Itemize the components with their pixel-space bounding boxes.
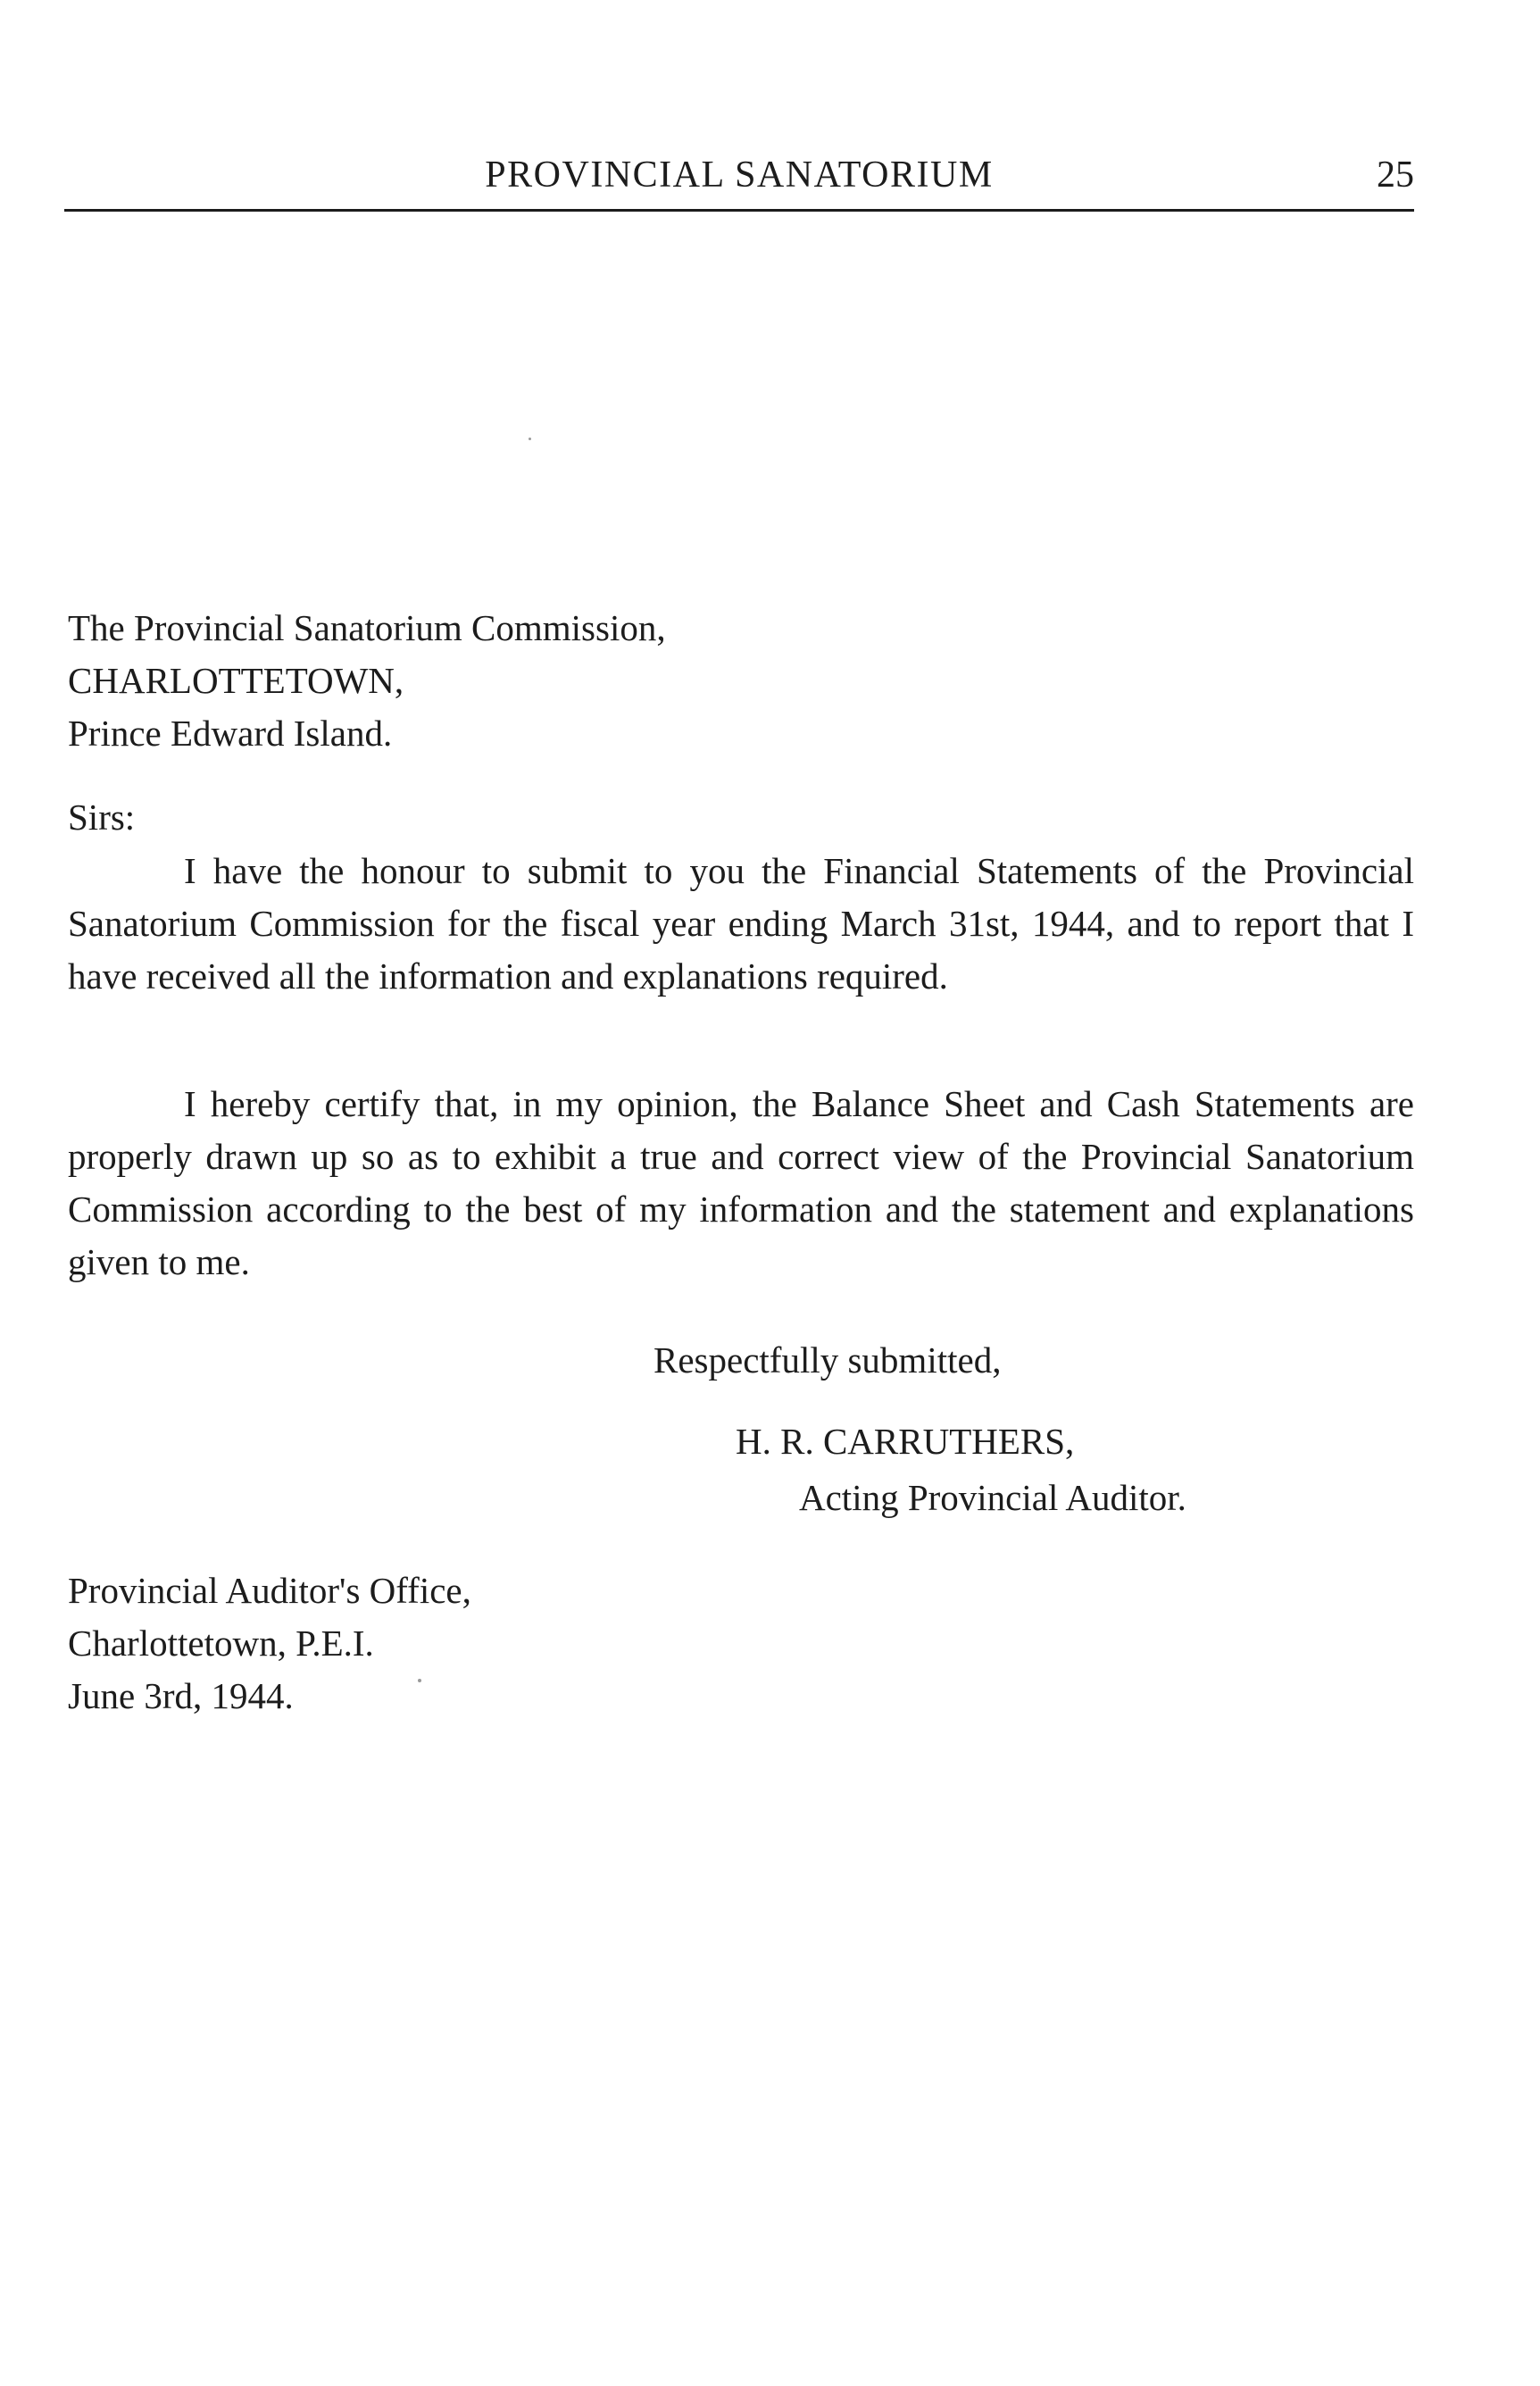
running-header	[64, 152, 1414, 212]
office-line: June 3rd, 1944.	[68, 1675, 294, 1716]
office-line: Charlottetown, P.E.I.	[68, 1623, 374, 1664]
addressee-block	[68, 602, 666, 760]
signatory-title: Acting Provincial Auditor.	[799, 1477, 1186, 1518]
office-address-block	[68, 1564, 471, 1723]
addressee-line: The Provincial Sanatorium Commission,	[68, 607, 666, 648]
body-paragraph: I hereby certify that, in my opinion, the Balance Sheet and Cash Statements are properly drawn up so as to exhibit a true and correct view of the Provincial Sanatorium Commission according to the best of my information and the statement and explanations given to me.	[68, 1083, 1414, 1282]
running-title: PROVINCIAL SANATORIUM	[485, 154, 994, 196]
office-line: Provincial Auditor's Office,	[68, 1570, 471, 1611]
signatory-name: H. R. CARRUTHERS,	[736, 1421, 1075, 1462]
body-paragraph: I have the honour to submit to you the Financial Statements of the Provincial Sanatorium Commission for the fiscal year ending March 31st, 1944, and to report that I have received all the information and explanations required.	[68, 850, 1414, 997]
addressee-line: CHARLOTTETOWN,	[68, 660, 404, 701]
closing-line: Respectfully submitted,	[653, 1339, 1002, 1381]
paper-speck	[418, 1679, 421, 1682]
page-number: 25	[1377, 154, 1414, 196]
addressee-line: Prince Edward Island.	[68, 713, 393, 754]
paper-speck	[529, 438, 531, 440]
salutation: Sirs:	[68, 797, 136, 838]
